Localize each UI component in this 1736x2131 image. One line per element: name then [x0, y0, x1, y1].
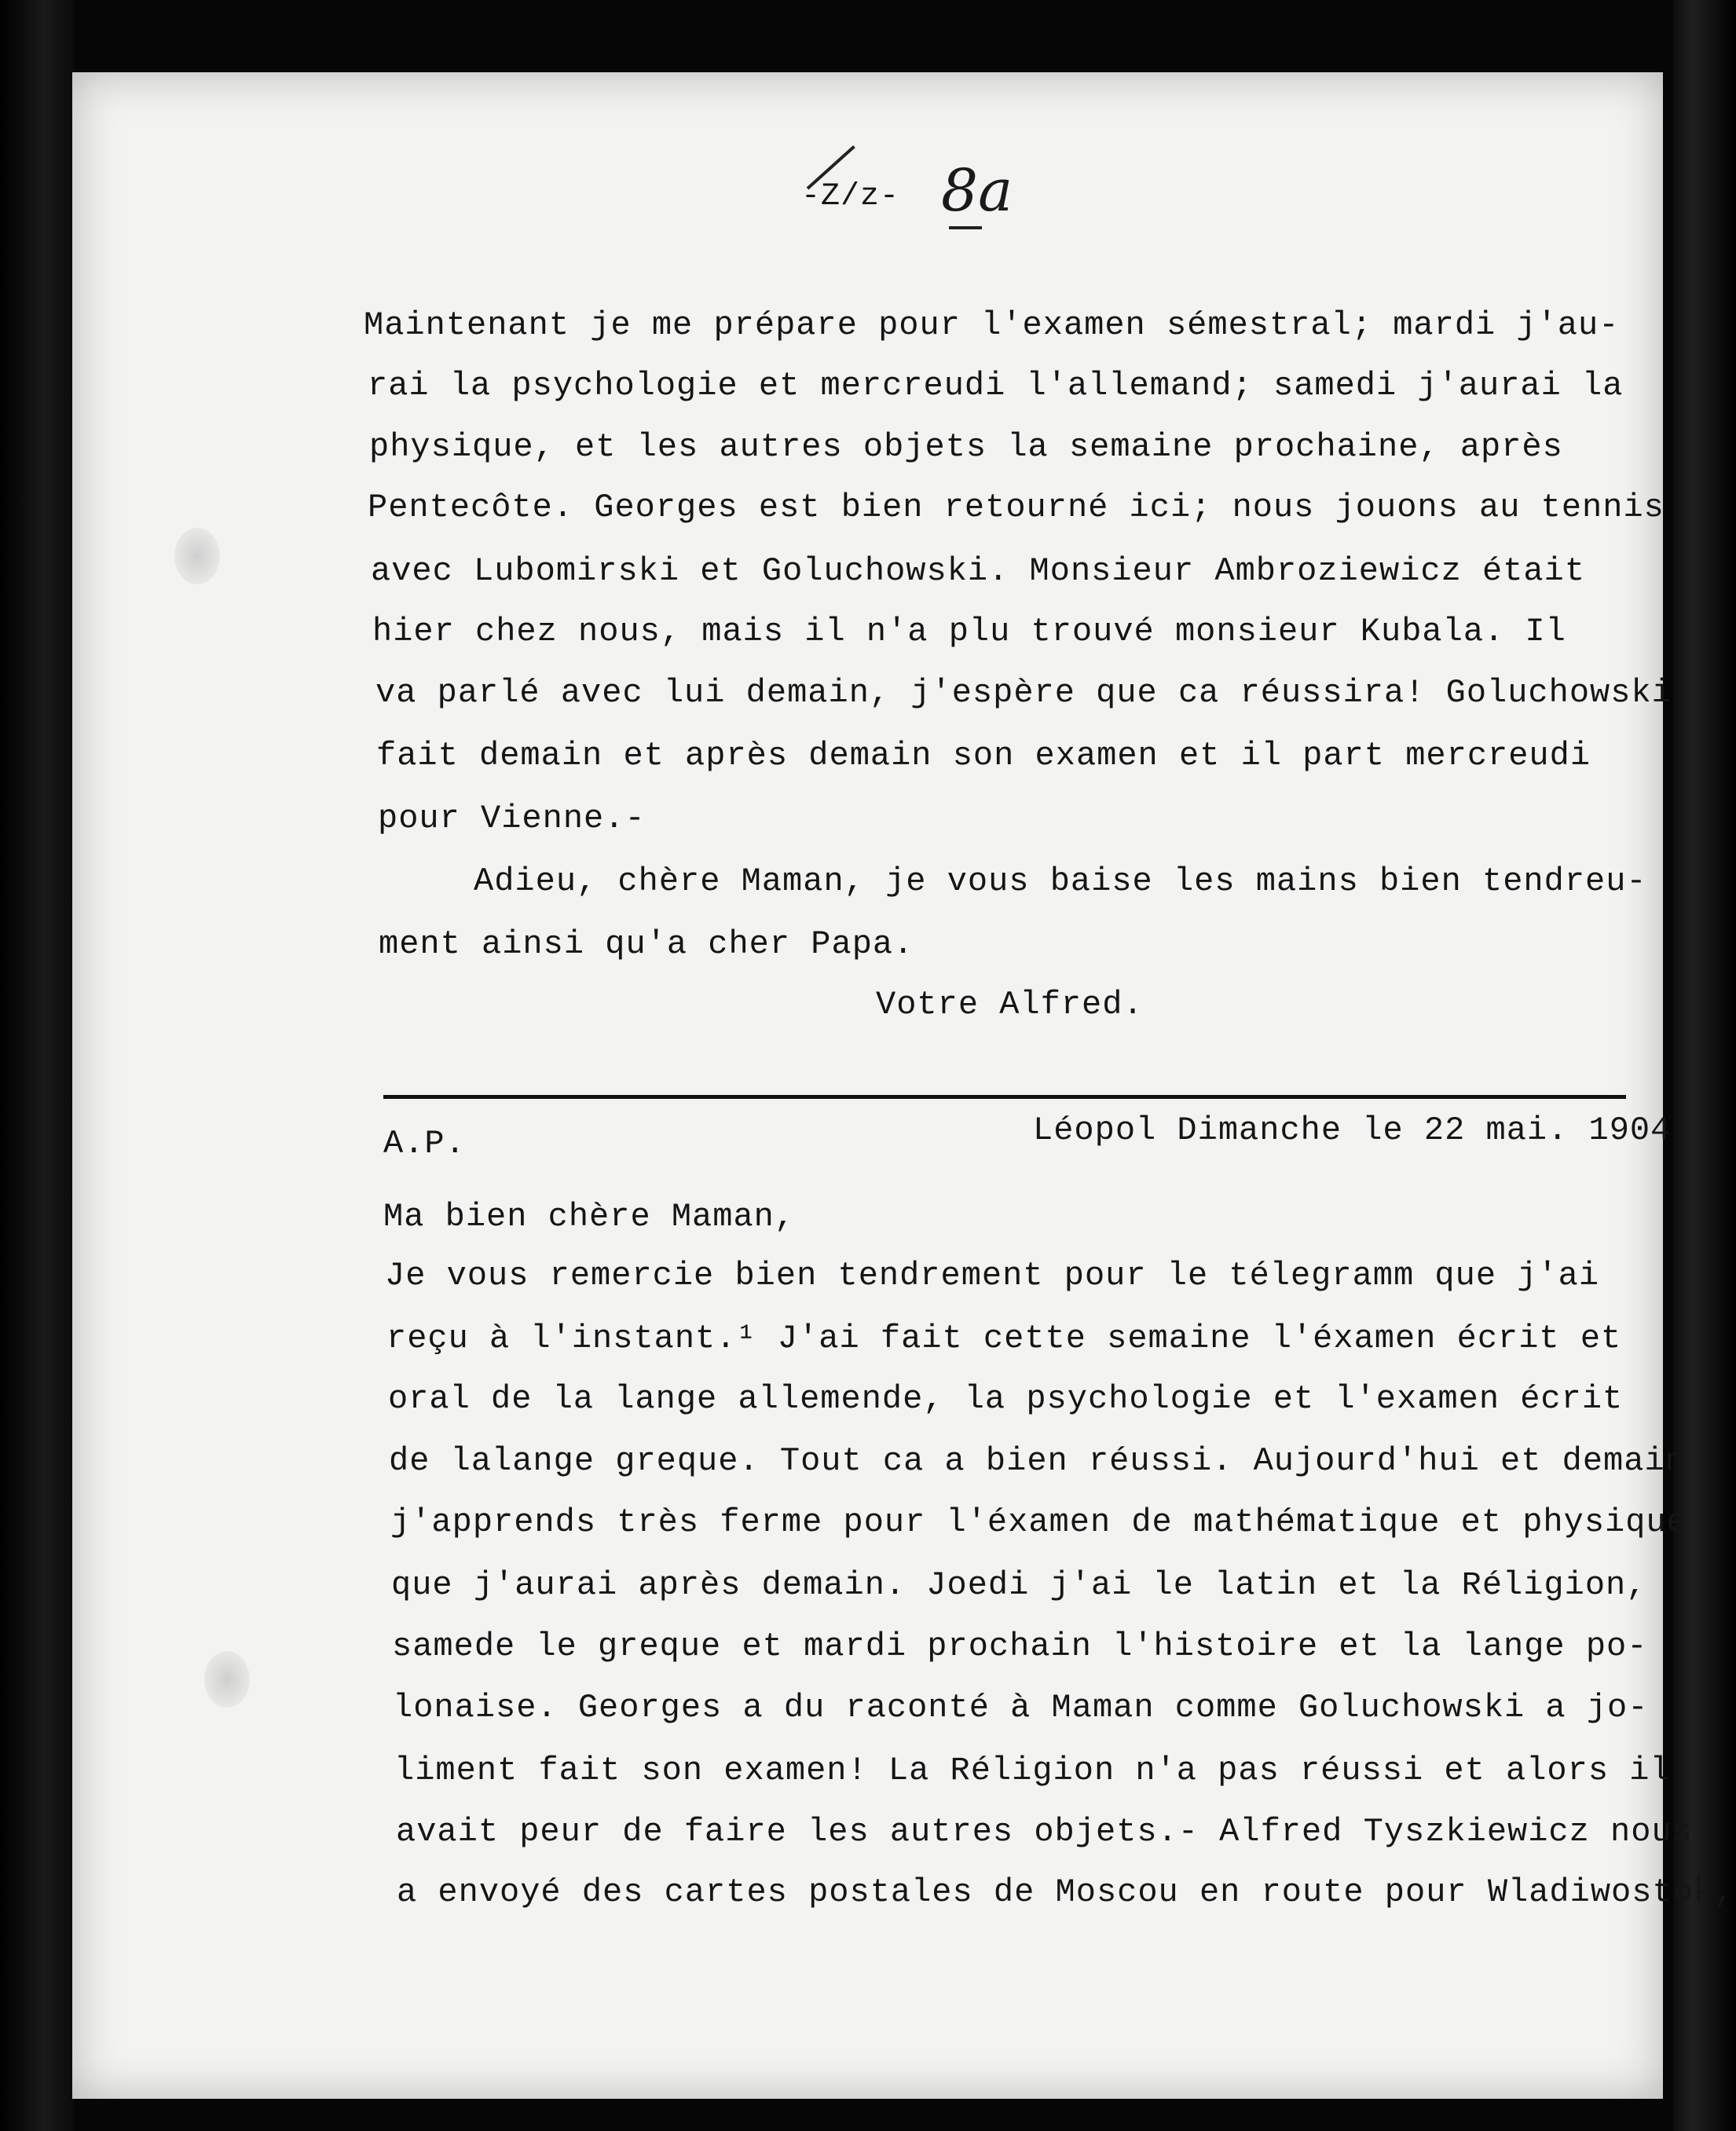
text-line: Pentecôte. Georges est bien retourné ici; nous jouons au tennis — [368, 489, 1665, 526]
text-line: Maintenant je me prépare pour l'examen sémestral; mardi j'au- — [364, 306, 1620, 344]
salutation: Ma bien chère Maman, — [383, 1198, 796, 1236]
text-line: de lalange greque. Tout ca a bien réussi. Aujourd'hui et demain — [389, 1442, 1686, 1480]
folio-handwritten-number: 8a — [941, 157, 1013, 225]
sender-initials: A.P. — [383, 1125, 466, 1163]
text-line: avec Lubomirski et Goluchowski. Monsieur Ambroziewicz était — [371, 552, 1586, 590]
place-date: Léopol Dimanche le 22 mai. 1904. — [1033, 1111, 1692, 1149]
text-line: Je vous remercie bien tendrement pour le télegramm que j'ai — [385, 1257, 1600, 1294]
text-line: fait demain et après demain son examen et il part mercreudi — [376, 737, 1591, 774]
text-line: lonaise. Georges a du raconté à Maman comme Goluchowski a jo- — [393, 1689, 1649, 1726]
text-line: liment fait son examen! La Réligion n'a pas réussi et alors il — [394, 1752, 1671, 1789]
text-line: Adieu, chère Maman, je vous baise les mains bien tendreu- — [474, 862, 1647, 900]
text-line: va parlé avec lui demain, j'espère que ca réussira! Goluchowski — [375, 674, 1672, 712]
text-line: physique, et les autres objets la semaine prochaine, après — [369, 428, 1563, 466]
folio-printed: -Z/z- — [801, 179, 900, 214]
punch-hole-bottom — [204, 1651, 250, 1708]
text-line: oral de la lange allemende, la psychologie et l'examen écrit — [388, 1380, 1624, 1418]
text-line: avait peur de faire les autres objets.- Alfred Tyszkiewicz nous — [396, 1813, 1693, 1851]
text-line: que j'aurai après demain. Joedi j'ai le latin et la Réligion, — [391, 1566, 1647, 1604]
text-line: j'apprends très ferme pour l'éxamen de mathématique et physique — [390, 1503, 1687, 1541]
text-line: a envoyé des cartes postales de Moscou en route pour Wladiwostok, — [397, 1873, 1735, 1911]
film-border-right — [1673, 0, 1736, 2131]
text-line: rai la psychologie et mercreudi l'allemand; samedi j'aurai la — [368, 367, 1624, 405]
film-border-left — [0, 0, 75, 2131]
text-line: hier chez nous, mais il n'a plu trouvé monsieur Kubala. Il — [372, 613, 1566, 650]
punch-hole-top — [174, 528, 220, 584]
signature: Votre Alfred. — [876, 986, 1144, 1023]
letter-separator-rule — [383, 1095, 1626, 1099]
text-line: samede le greque et mardi prochain l'histoire et la lange po- — [392, 1628, 1648, 1665]
folio-underline-mark — [949, 226, 982, 229]
text-line: pour Vienne.- — [378, 800, 646, 837]
text-line: reçu à l'instant.¹ J'ai fait cette semaine l'éxamen écrit et — [386, 1320, 1622, 1357]
text-line: ment ainsi qu'a cher Papa. — [379, 925, 914, 963]
